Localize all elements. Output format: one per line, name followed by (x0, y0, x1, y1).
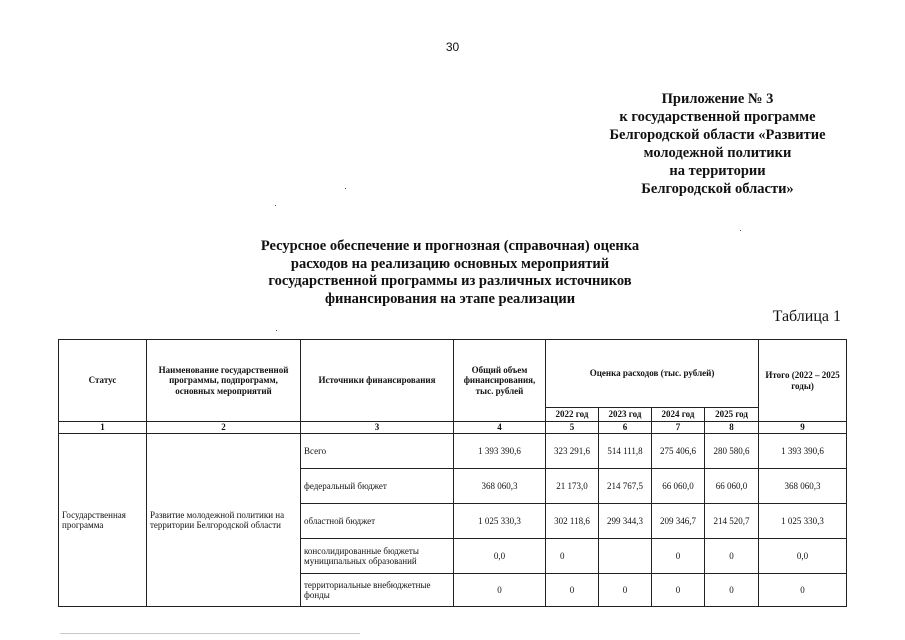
header-name: Наименование государственной программы, подпрограмм, основных мероприятий (147, 340, 301, 422)
year-2024-cell: 0 (652, 574, 705, 607)
year-2024-cell: 275 406,6 (652, 434, 705, 469)
column-number: 5 (546, 422, 599, 434)
year-2024-cell: 0 (652, 539, 705, 574)
column-number: 4 (454, 422, 546, 434)
header-estimate: Оценка расходов (тыс. рублей) (546, 340, 759, 408)
year-2023-cell: 299 344,3 (599, 504, 652, 539)
year-2025-cell: 280 580,6 (705, 434, 759, 469)
scan-dot (276, 330, 277, 331)
year-2025-cell: 66 060,0 (705, 469, 759, 504)
year-2022-cell: 0 (546, 539, 599, 574)
document-title (200, 238, 700, 308)
total-cell: 368 060,3 (454, 469, 546, 504)
column-number: 2 (147, 422, 301, 434)
appendix-line: на территории (669, 163, 766, 179)
column-number: 6 (599, 422, 652, 434)
title-line: Ресурсное обеспечение и прогнозная (справочная) оценка (260, 238, 640, 254)
year-2025-cell: 214 520,7 (705, 504, 759, 539)
header-sources: Источники финансирования (301, 340, 454, 422)
year-2022-cell: 302 118,6 (546, 504, 599, 539)
source-cell: федеральный бюджет (301, 469, 454, 504)
program-name-cell: Развитие молодежной политики на территории Белгородской области (147, 434, 301, 607)
column-number: 3 (301, 422, 454, 434)
status-cell: Государственная программа (59, 434, 147, 607)
source-cell: областной бюджет (301, 504, 454, 539)
total-cell: 0 (454, 574, 546, 607)
itogo-cell: 368 060,3 (759, 469, 847, 504)
header-status: Статус (59, 340, 147, 422)
year-2024-cell: 66 060,0 (652, 469, 705, 504)
header-year: 2025 год (705, 408, 759, 422)
appendix-line: молодежной политики (643, 145, 792, 161)
year-2022-cell: 323 291,6 (546, 434, 599, 469)
funding-table (58, 339, 847, 607)
itogo-cell: 0 (759, 574, 847, 607)
header-year: 2023 год (599, 408, 652, 422)
total-cell: 0,0 (454, 539, 546, 574)
scan-dot (345, 188, 346, 189)
column-number: 8 (705, 422, 759, 434)
year-2025-cell: 0 (705, 539, 759, 574)
title-line: финансирования на этапе реализации (324, 290, 576, 307)
year-2023-cell: 0 (599, 574, 652, 607)
appendix-heading (585, 90, 850, 198)
itogo-cell: 1 025 330,3 (759, 504, 847, 539)
appendix-line: Белгородской области «Развитие (609, 127, 826, 143)
year-2023-cell (599, 539, 652, 574)
year-2022-cell: 21 173,0 (546, 469, 599, 504)
year-2023-cell: 514 111,8 (599, 434, 652, 469)
year-2022-cell: 0 (546, 574, 599, 607)
header-total-volume: Общий объем финансирования, тыс. рублей (454, 340, 546, 422)
table-caption: Таблица 1 (772, 308, 841, 325)
scan-dot (740, 230, 741, 231)
itogo-cell: 0,0 (759, 539, 847, 574)
year-2023-cell: 214 767,5 (599, 469, 652, 504)
title-line: государственной программы из различных источников (268, 273, 632, 289)
header-year: 2024 год (652, 408, 705, 422)
year-2024-cell: 209 346,7 (652, 504, 705, 539)
itogo-cell: 1 393 390,6 (759, 434, 847, 469)
appendix-line: к государственной программе (619, 109, 816, 125)
column-number: 1 (59, 422, 147, 434)
page-number: 30 (445, 40, 460, 54)
appendix-line: Белгородской области» (641, 181, 794, 197)
column-number: 9 (759, 422, 847, 434)
source-cell: территориальные внебюджетные фонды (301, 574, 454, 607)
column-number: 7 (652, 422, 705, 434)
scan-dot (275, 205, 276, 206)
title-line: расходов на реализацию основных мероприятий (290, 255, 610, 272)
year-2025-cell: 0 (705, 574, 759, 607)
scan-edge-line (60, 633, 360, 634)
table-row (59, 434, 847, 469)
appendix-line: Приложение № 3 (661, 91, 774, 107)
header-itogo: Итого (2022 – 2025 годы) (759, 340, 847, 422)
total-cell: 1 025 330,3 (454, 504, 546, 539)
source-cell: Всего (301, 434, 454, 469)
total-cell: 1 393 390,6 (454, 434, 546, 469)
source-cell: консолидированные бюджеты муниципальных образований (301, 539, 454, 574)
header-year: 2022 год (546, 408, 599, 422)
